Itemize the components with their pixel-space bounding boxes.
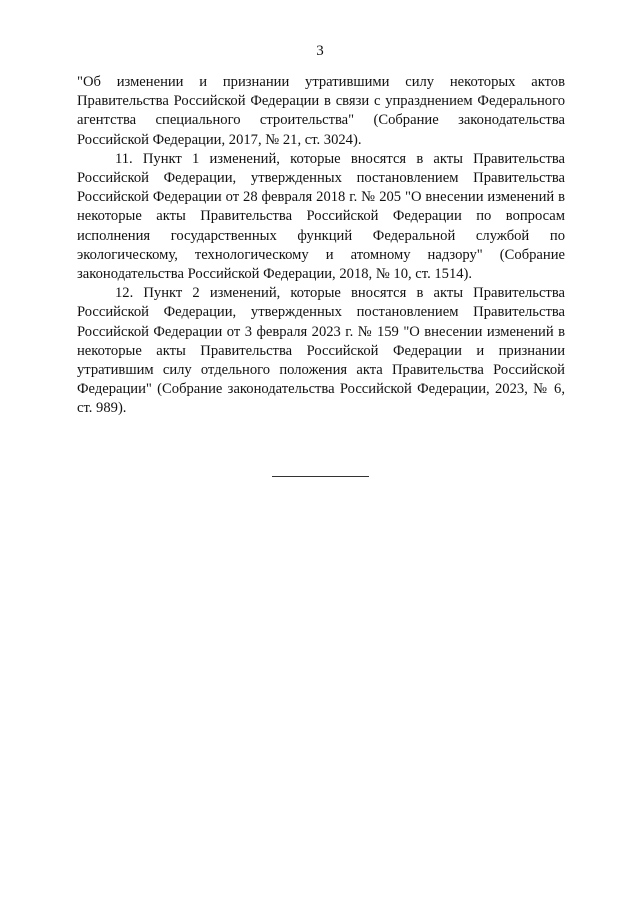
paragraph-item-12: 12. Пункт 2 изменений, которые вносятся в акты Правительства Российской Федерации, утвержденных постановлением Правительства Российской Федерации от 3 февраля 2023 г. № 159 "О внесении изменений в некоторые акты Правительства Российской Федерации и признании утратившим силу отдельного положения акта Правительства Российской Федерации" (Собрание законодательства Российской Федерации, 2023, № 6, ст. 989). (77, 285, 565, 417)
document-body (77, 73, 565, 419)
paragraph-continuation: "Об изменении и признании утратившими силу некоторых актов Правительства Российской Федерации в связи с упразднением Федерального агентства специального строительства" (Собрание законодательства Российской Федерации, 2017, № 21, ст. 3024). (77, 74, 565, 148)
end-separator-line (272, 476, 369, 477)
page-number: 3 (316, 43, 324, 59)
paragraph-item-11: 11. Пункт 1 изменений, которые вносятся в акты Правительства Российской Федерации, утвержденных постановлением Правительства Российской Федерации от 28 февраля 2018 г. № 205 "О внесении изменений в некоторые акты Правительства Российской Федерации по вопросам исполнения государственных функций Федеральной службой по экологическому, технологическому и атомному надзору" (Собрание законодательства Российской Федерации, 2018, № 10, ст. 1514). (77, 150, 565, 283)
